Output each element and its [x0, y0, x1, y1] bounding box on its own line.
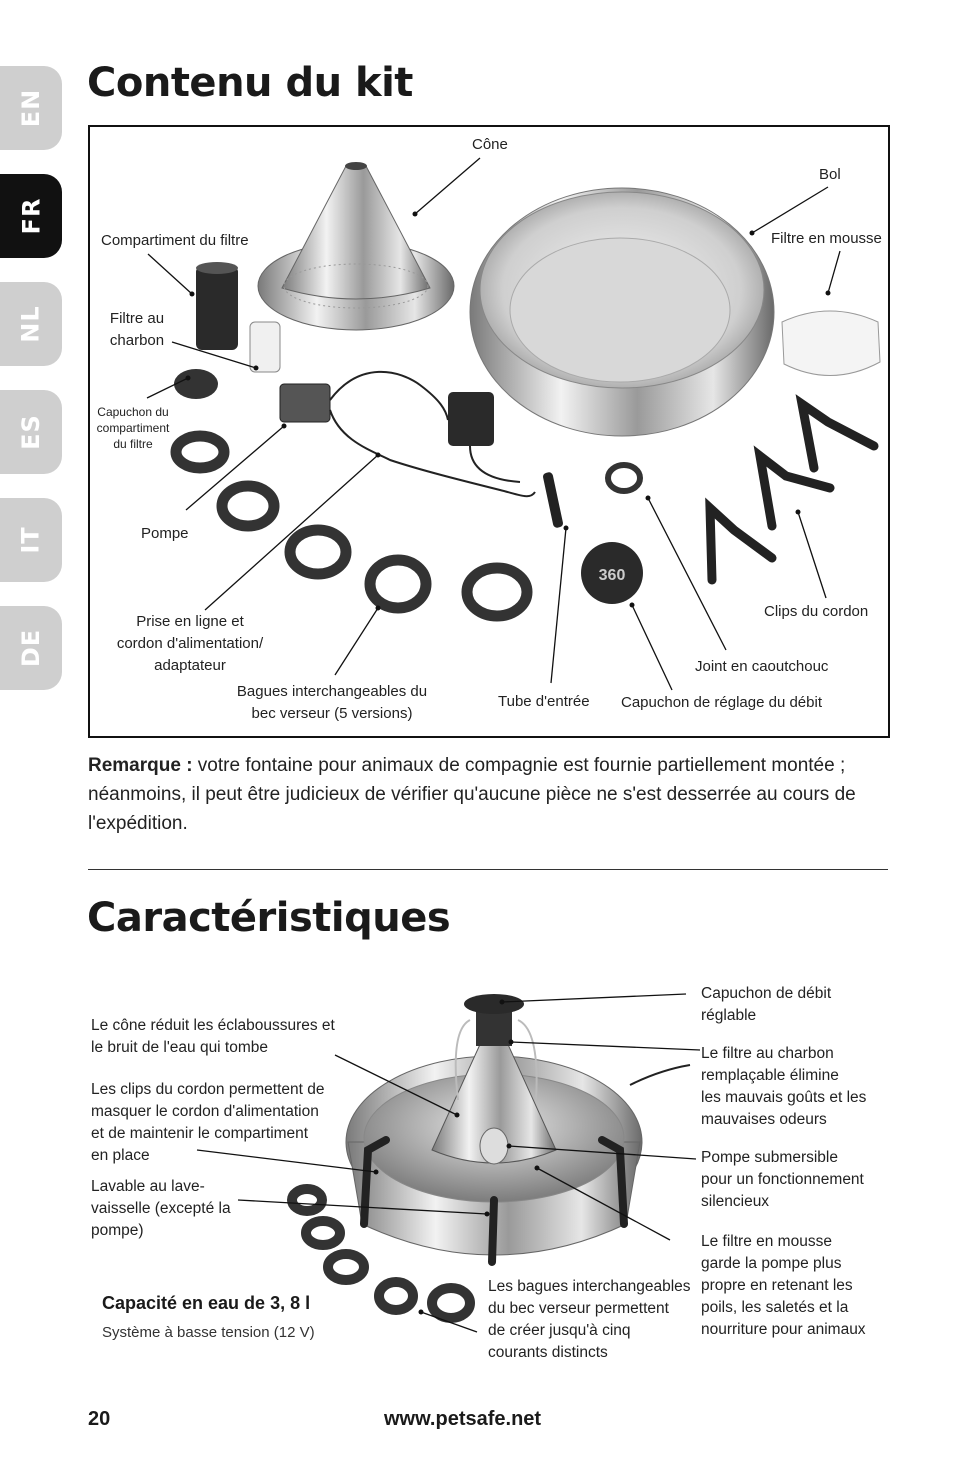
label-line: garde la pompe plus — [701, 1255, 842, 1272]
label-line: Capuchon du — [97, 405, 169, 419]
label-line: Pompe submersible — [701, 1149, 838, 1166]
label-line: remplaçable élimine — [701, 1067, 839, 1084]
label-line: Bagues interchangeables du — [236, 683, 428, 700]
label-prise — [100, 611, 280, 677]
label-line: Les clips du cordon permettent de — [91, 1081, 325, 1098]
label-joint: Joint en caoutchouc — [695, 658, 829, 675]
feature-pompe — [701, 1147, 864, 1213]
flow-cap-part — [581, 542, 643, 604]
charcoal-filter-part — [250, 322, 280, 372]
label-line: Filtre au — [109, 310, 165, 327]
feature-bagues — [488, 1276, 691, 1364]
cap-logo-text: 360 — [598, 567, 626, 584]
label-line: silencieux — [701, 1193, 770, 1210]
page-number: 20 — [88, 1408, 111, 1430]
section-title-kit: Contenu du kit — [87, 60, 413, 106]
label-line: le bruit de l'eau qui tombe — [91, 1039, 269, 1056]
label-line: Lavable au lave- — [91, 1178, 205, 1195]
website-link[interactable]: www.petsafe.net — [384, 1408, 542, 1430]
label-line: masquer le cordon d'alimentation — [91, 1103, 319, 1120]
label-line: cordon d'alimentation/ — [116, 635, 264, 652]
label-bagues — [226, 681, 438, 725]
cone-part — [258, 162, 454, 330]
fountain-illustration — [292, 994, 690, 1318]
bowl-part — [470, 188, 774, 436]
tab-label: FR — [17, 197, 45, 235]
tab-label: IT — [17, 526, 45, 554]
feature-lavable — [91, 1176, 231, 1242]
tab-label: NL — [16, 305, 45, 343]
label-line: compartiment — [96, 421, 170, 435]
label-line: propre en retenant les — [701, 1277, 853, 1294]
tab-label: EN — [16, 88, 45, 128]
tab-label: DE — [16, 628, 45, 668]
label-line: Les bagues interchangeables — [488, 1278, 691, 1295]
label-line: Le filtre en mousse — [701, 1233, 832, 1250]
intake-tube-part — [542, 472, 563, 529]
feature-debit — [701, 983, 831, 1027]
label-filtre-charbon — [96, 308, 178, 352]
label-line: Le filtre au charbon — [701, 1045, 834, 1062]
pump-part — [280, 384, 330, 422]
label-tube: Tube d'entrée — [498, 693, 590, 710]
label-line: du bec verseur permettent — [488, 1300, 669, 1317]
filter-cap-part — [174, 369, 218, 399]
feature-charbon — [701, 1043, 866, 1131]
label-line: courants distincts — [488, 1344, 608, 1361]
label-line: les mauvais goûts et les — [701, 1089, 867, 1106]
rubber-joint-part — [608, 465, 640, 491]
label-line: Prise en ligne et — [136, 613, 244, 630]
label-line: pour un fonctionnement — [701, 1171, 864, 1188]
foam-filter-part — [782, 311, 880, 376]
filter-compartment-part — [196, 262, 238, 350]
note-label: Remarque : — [88, 755, 193, 776]
label-line: de créer jusqu'à cinq — [488, 1322, 631, 1339]
label-line: bec verseur (5 versions) — [251, 705, 413, 722]
label-line: nourriture pour animaux — [701, 1321, 866, 1338]
label-line: charbon — [109, 332, 165, 349]
feature-cone — [91, 1015, 335, 1059]
label-cone: Cône — [472, 136, 508, 153]
label-line: Capuchon de débit — [701, 985, 832, 1002]
capacity-title: Capacité en eau de 3, 8 l — [102, 1293, 311, 1313]
label-line: en place — [91, 1147, 150, 1164]
label-pompe: Pompe — [141, 525, 189, 542]
label-compartiment: Compartiment du filtre — [101, 232, 249, 249]
label-line: vaisselle (excepté la — [91, 1200, 231, 1217]
label-clips: Clips du cordon — [764, 603, 869, 620]
tab-label: ES — [17, 414, 45, 450]
section-divider — [88, 869, 888, 870]
label-line: pompe) — [91, 1222, 144, 1239]
voltage-note: Système à basse tension (12 V) — [102, 1324, 315, 1341]
label-capuchon-debit: Capuchon de réglage du débit — [621, 694, 822, 711]
label-bol: Bol — [819, 166, 841, 183]
label-line: adaptateur — [154, 657, 226, 674]
label-filtre-mousse: Filtre en mousse — [771, 230, 882, 247]
feature-clips — [91, 1079, 325, 1167]
label-line: poils, les saletés et la — [701, 1299, 849, 1316]
label-line: Le cône réduit les éclaboussures et — [91, 1017, 335, 1034]
cord-clips-part — [710, 404, 874, 580]
adapter-part — [448, 392, 494, 446]
label-line: et de maintenir le compartiment — [91, 1125, 309, 1142]
label-line: du filtre — [113, 437, 153, 451]
label-line: mauvaises odeurs — [701, 1111, 827, 1128]
note-paragraph — [88, 751, 888, 838]
label-line: réglable — [701, 1007, 757, 1024]
note-text: votre fontaine pour animaux de compagnie est fournie partiellement montée ; néanmoins, il peut être judicieux de vérifier qu'aucune pièce ne s'est desserrée au cours de l'expédition. — [88, 755, 856, 834]
label-capuchon-compartiment — [88, 404, 178, 452]
feature-mousse — [701, 1231, 866, 1341]
section-title-features: Caractéristiques — [87, 895, 451, 941]
